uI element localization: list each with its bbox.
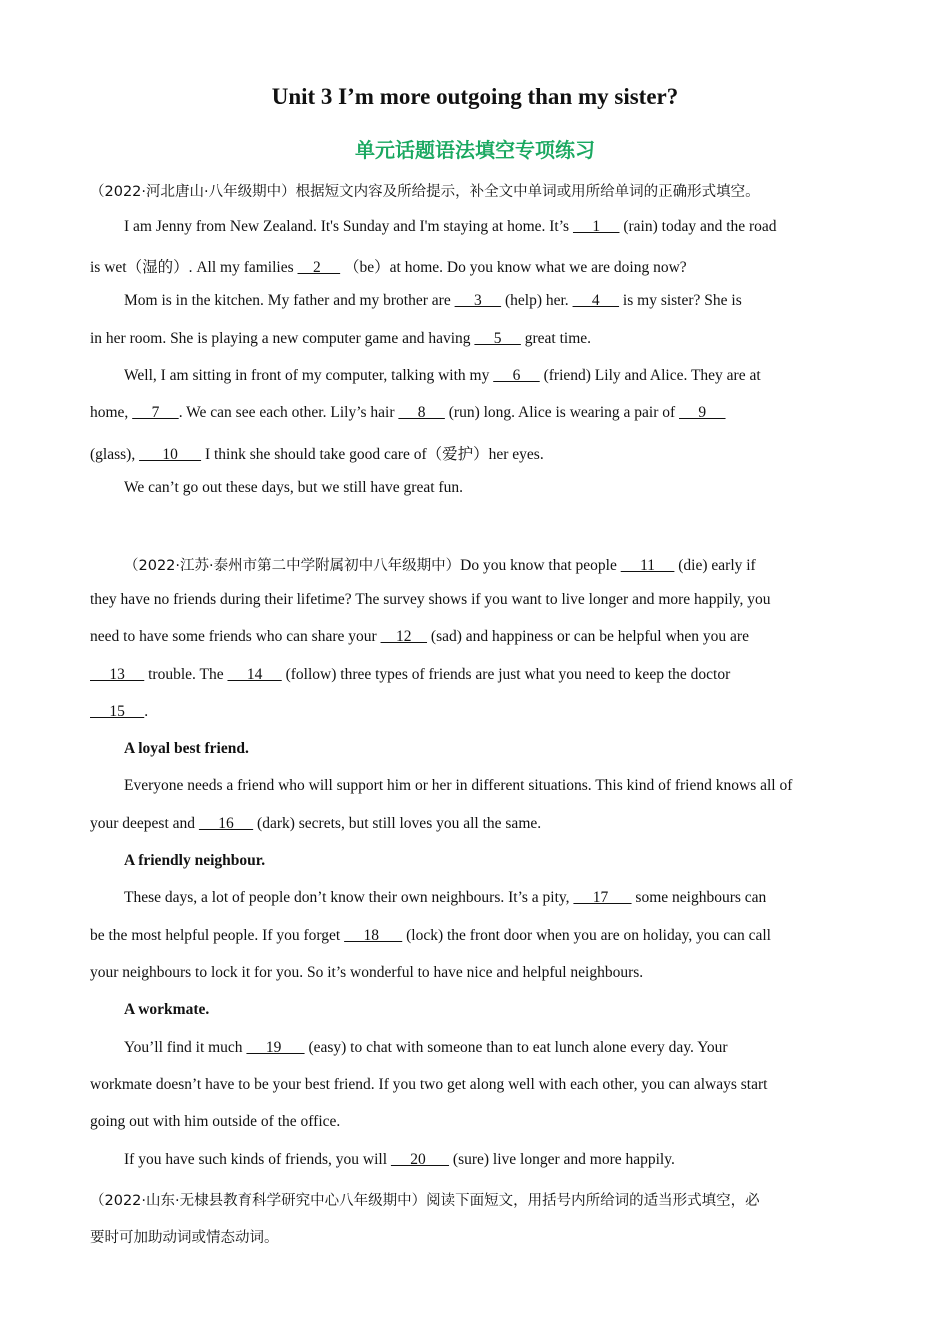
paragraph-line (90, 255, 687, 277)
paragraph-line (124, 554, 756, 575)
blank-12: 12 (380, 628, 428, 645)
text: Do you know that people (460, 557, 621, 574)
section3-source: （2022·山东·无棣县教育科学研究中心八年级期中）阅读下面短文，用括号内所给词的适当形式填空，必 (90, 1193, 760, 1209)
blank-16: 16 (198, 815, 254, 832)
text: (dark) secrets, but still loves you all the same. (253, 815, 542, 832)
text: (help) her. (501, 292, 573, 309)
text: I think she should take good care of（爱护）her eyes. (201, 446, 544, 463)
blank-8: 8 (398, 404, 445, 421)
text: (sad) and happiness or can be helpful when you are (427, 628, 749, 645)
blank-3: 3 (454, 292, 502, 309)
paragraph-line (90, 703, 148, 721)
text: . We can see each other. Lily’s hair (178, 404, 399, 421)
blank-7: 7 (132, 404, 179, 421)
paragraph-line: workmate doesn’t have to be your best friend. If you two get along well with each other, you can always start (90, 1076, 768, 1093)
section2-source: （2022·江苏·泰州市第二中学附属初中八年级期中） (124, 558, 461, 574)
paragraph-line (124, 479, 463, 497)
text: is my sister? She is (619, 292, 742, 309)
blank-4: 4 (572, 292, 620, 309)
text: If you have such kinds of friends, you will (124, 1151, 391, 1168)
blank-14: 14 (227, 666, 282, 683)
blank-10: 10 (139, 446, 202, 463)
paragraph-line (124, 1039, 728, 1057)
text: (die) early if (674, 557, 756, 574)
paragraph-line: they have no friends during their lifetime? The survey shows if you want to live longer and more happily, you (90, 591, 771, 608)
blank-5: 5 (474, 330, 521, 347)
paragraph-line (90, 404, 726, 422)
blank-11: 11 (620, 557, 675, 574)
text: home, (90, 404, 133, 421)
text: is wet（湿的）. All my families (90, 259, 298, 276)
paragraph-line (124, 889, 766, 907)
text: your deepest and (90, 815, 199, 832)
text: (easy) to chat with someone than to eat lunch alone every day. Your (304, 1039, 728, 1056)
blank-1: 1 (572, 218, 620, 235)
paragraph-line: your neighbours to lock it for you. So it’s wonderful to have nice and helpful neighbours. (90, 964, 644, 981)
blank-19: 19 (246, 1039, 305, 1056)
text: need to have some friends who can share your (90, 628, 381, 645)
text: be the most helpful people. If you forget (90, 927, 345, 944)
text: (friend) Lily and Alice. They are at (539, 367, 761, 384)
blank-20: 20 (390, 1151, 450, 1168)
section-heading: A workmate. (124, 1001, 210, 1018)
text: We can’t go out these days, but we still have great fun. (124, 479, 463, 496)
paragraph-line (124, 292, 742, 310)
text: . (144, 703, 149, 720)
text: (run) long. Alice is wearing a pair of (444, 404, 680, 421)
paragraph-line (90, 442, 544, 464)
text: (follow) three types of friends are just what you need to keep the doctor (281, 666, 731, 683)
text: (glass), (90, 446, 140, 463)
section-heading: A loyal best friend. (124, 740, 249, 757)
text: great time. (520, 330, 592, 347)
paragraph-line (90, 815, 541, 833)
text: trouble. The (144, 666, 228, 683)
text: in her room. She is playing a new computer game and having (90, 330, 475, 347)
paragraph-line (124, 218, 777, 236)
text: some neighbours can (631, 889, 767, 906)
paragraph-line (124, 367, 761, 385)
paragraph-line (90, 666, 730, 684)
blank-9: 9 (679, 404, 726, 421)
text: (sure) live longer and more happily. (449, 1151, 675, 1168)
text: (lock) the front door when you are on holiday, you can call (402, 927, 771, 944)
blank-2: 2 (297, 259, 341, 276)
text: Mom is in the kitchen. My father and my brother are (124, 292, 455, 309)
blank-15: 15 (90, 703, 145, 720)
section1-source: （2022·河北唐山·八年级期中）根据短文内容及所给提示，补全文中单词或用所给单词的正确形式填空。 (90, 184, 760, 200)
text: Well, I am sitting in front of my computer, talking with my (124, 367, 494, 384)
text: These days, a lot of people don’t know their own neighbours. It’s a pity, (124, 889, 574, 906)
text: You’ll find it much (124, 1039, 247, 1056)
paragraph-line (90, 628, 749, 646)
section-heading: A friendly neighbour. (124, 852, 266, 869)
text: （be）at home. Do you know what we are doing now? (340, 259, 687, 276)
paragraph-line (90, 330, 591, 348)
paragraph-line (90, 927, 771, 945)
blank-6: 6 (493, 367, 540, 384)
text: (rain) today and the road (619, 218, 777, 235)
page-subtitle: 单元话题语法填空专项练习 (355, 138, 595, 162)
blank-13: 13 (90, 666, 145, 683)
paragraph-line: Everyone needs a friend who will support him or her in different situations. This kind of friend knows all of (124, 777, 793, 794)
paragraph-line: going out with him outside of the office. (90, 1113, 341, 1130)
paragraph-line (124, 1151, 675, 1169)
section3-source-continued: 要时可加助动词或情态动词。 (90, 1230, 279, 1246)
blank-18: 18 (344, 927, 403, 944)
text: I am Jenny from New Zealand. It's Sunday and I'm staying at home. It’s (124, 218, 573, 235)
blank-17: 17 (573, 889, 632, 906)
page-title: Unit 3 I’m more outgoing than my sister? (271, 84, 679, 109)
